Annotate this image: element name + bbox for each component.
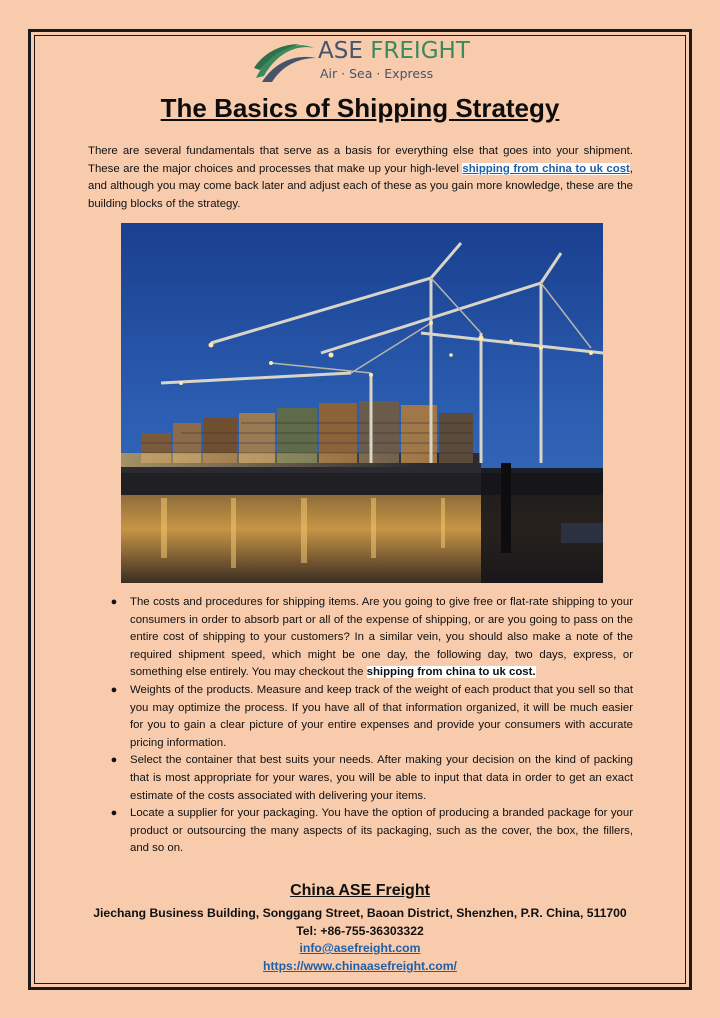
shipping-cost-highlight: shipping from china to uk cost. bbox=[366, 666, 536, 679]
page-title: The Basics of Shipping Strategy bbox=[160, 93, 560, 123]
bullet-icon: ● bbox=[110, 683, 118, 696]
ase-freight-logo bbox=[252, 38, 472, 86]
list-item: ● Select the container that best suits your needs. After making your decision on the kind of packing that is most appropriate for your wares, you will be able to input that data in order to get an exact estimate of the costs associated with delivering your items. bbox=[108, 752, 633, 805]
footer-company-name: China ASE Freight bbox=[290, 882, 430, 899]
logo-brand-name: ASE FREIGHT bbox=[318, 38, 470, 64]
bullet-icon: ● bbox=[110, 807, 118, 820]
swoosh-logo-icon bbox=[252, 38, 318, 84]
list-item: ● Weights of the products. Measure and keep track of the weight of each product that you sell so that you may optimize the process. If you have all of that information organized, it will be much easier for you to gain a clear picture of your entire expenses and provide your consumers with accurate pricing information. bbox=[108, 682, 633, 752]
shipping-points-list bbox=[108, 594, 633, 858]
list-item: ● The costs and procedures for shipping items. Are you going to give free or flat-rate shipping to your consumers in order to absorb part or all of the expense of shipping, or are you going to pass on the entire cost of shipping to your customers? In a similar vein, you should also make a note of the required shipment speed, which might be one day, the following day, two days, express, or something else entirely. You may checkout the shipping from china to uk cost. bbox=[108, 594, 633, 682]
footer-address: Jiechang Business Building, Songgang Street, Baoan District, Shenzhen, P.R. China, 511700 bbox=[93, 906, 627, 920]
footer-email-link[interactable]: info@asefreight.com bbox=[299, 941, 421, 955]
footer-website-link[interactable]: https://www.chinaasefreight.com/ bbox=[263, 959, 457, 973]
container-port-photo bbox=[121, 223, 603, 583]
intro-shipping-cost-link[interactable]: shipping from china to uk cost bbox=[462, 162, 630, 175]
intro-paragraph: There are several fundamentals that serve as a basis for everything else that goes into your shipment. These are the major choices and processes that make up your high-level shipping from china to uk cost, and although you may come back later and adjust each of these as you gain more knowledge, these are the building blocks of the strategy. bbox=[88, 145, 634, 210]
bullet-icon: ● bbox=[110, 754, 118, 767]
bullet-icon: ● bbox=[110, 596, 118, 608]
list-item: ● Locate a supplier for your packaging. You have the option of producing a branded package for your product or outsourcing the many aspects of its packaging, such as the cover, the box, the fillers, and so on. bbox=[108, 805, 633, 858]
logo-tagline: Air · Sea · Express bbox=[320, 66, 434, 81]
footer-telephone: Tel: +86-755-36303322 bbox=[296, 924, 424, 938]
